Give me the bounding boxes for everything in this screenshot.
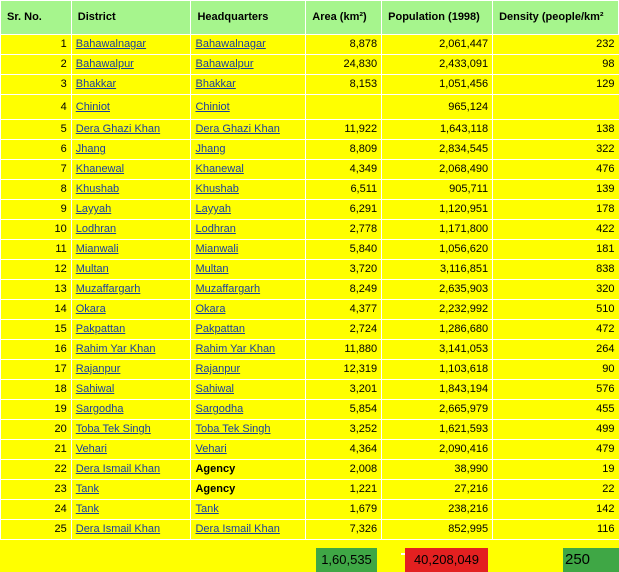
table-row bbox=[1, 200, 619, 220]
header-density[interactable]: Density (people/km² bbox=[493, 1, 619, 35]
density-cell: 499 bbox=[493, 420, 619, 440]
sr-no-cell: 22 bbox=[1, 460, 72, 480]
headquarters-link[interactable]: Rahim Yar Khan bbox=[191, 340, 306, 360]
density-cell: 138 bbox=[493, 120, 619, 140]
population-cell: 1,643,118 bbox=[382, 120, 493, 140]
header-sr-no[interactable]: Sr. No. bbox=[1, 1, 72, 35]
district-link[interactable]: Bhakkar bbox=[71, 75, 191, 95]
area-cell: 11,880 bbox=[306, 340, 382, 360]
sr-no-cell: 5 bbox=[1, 120, 72, 140]
headquarters-link[interactable]: Multan bbox=[191, 260, 306, 280]
headquarters-link[interactable]: Okara bbox=[191, 300, 306, 320]
district-link[interactable]: Layyah bbox=[71, 200, 191, 220]
density-cell: 178 bbox=[493, 200, 619, 220]
district-link[interactable]: Pakpattan bbox=[71, 320, 191, 340]
header-district[interactable]: District bbox=[71, 1, 191, 35]
sr-no-cell: 21 bbox=[1, 440, 72, 460]
sr-no-cell: 24 bbox=[1, 500, 72, 520]
density-cell: 510 bbox=[493, 300, 619, 320]
sr-no-cell: 20 bbox=[1, 420, 72, 440]
population-cell: 2,665,979 bbox=[382, 400, 493, 420]
population-cell: 2,433,091 bbox=[382, 55, 493, 75]
headquarters-link[interactable]: Dera Ghazi Khan bbox=[191, 120, 306, 140]
population-cell: 1,843,194 bbox=[382, 380, 493, 400]
area-cell: 8,878 bbox=[306, 35, 382, 55]
table-row bbox=[1, 300, 619, 320]
density-cell: 322 bbox=[493, 140, 619, 160]
district-link[interactable]: Jhang bbox=[71, 140, 191, 160]
sr-no-cell: 1 bbox=[1, 35, 72, 55]
district-link[interactable]: Toba Tek Singh bbox=[71, 420, 191, 440]
headquarters-link[interactable]: Muzaffargarh bbox=[191, 280, 306, 300]
area-cell: 2,724 bbox=[306, 320, 382, 340]
density-cell: 19 bbox=[493, 460, 619, 480]
table-row bbox=[1, 35, 619, 55]
district-link[interactable]: Bahawalpur bbox=[71, 55, 191, 75]
table-row bbox=[1, 380, 619, 400]
density-cell bbox=[493, 95, 619, 120]
population-cell: 2,232,992 bbox=[382, 300, 493, 320]
headquarters-link[interactable]: Sargodha bbox=[191, 400, 306, 420]
total-area-cell[interactable]: 1,60,535 bbox=[316, 548, 377, 572]
sr-no-cell: 8 bbox=[1, 180, 72, 200]
table-row bbox=[1, 500, 619, 520]
density-cell: 22 bbox=[493, 480, 619, 500]
density-cell: 129 bbox=[493, 75, 619, 95]
area-cell: 6,511 bbox=[306, 180, 382, 200]
table-row bbox=[1, 320, 619, 340]
headquarters-link[interactable]: Lodhran bbox=[191, 220, 306, 240]
table-row bbox=[1, 75, 619, 95]
sr-no-cell: 19 bbox=[1, 400, 72, 420]
area-cell: 1,221 bbox=[306, 480, 382, 500]
headquarters-link[interactable]: Khanewal bbox=[191, 160, 306, 180]
area-cell: 3,720 bbox=[306, 260, 382, 280]
headquarters-link[interactable]: Vehari bbox=[191, 440, 306, 460]
density-cell: 476 bbox=[493, 160, 619, 180]
sr-no-cell: 10 bbox=[1, 220, 72, 240]
population-cell: 38,990 bbox=[382, 460, 493, 480]
area-cell: 3,201 bbox=[306, 380, 382, 400]
area-cell: 4,364 bbox=[306, 440, 382, 460]
headquarters-cell: Agency bbox=[191, 460, 306, 480]
header-headquarters[interactable]: Headquarters bbox=[191, 1, 306, 35]
headquarters-link[interactable]: Bahawalpur bbox=[191, 55, 306, 75]
district-link[interactable]: Bahawalnagar bbox=[71, 35, 191, 55]
population-cell: 1,621,593 bbox=[382, 420, 493, 440]
sr-no-cell: 4 bbox=[1, 95, 72, 120]
table-row bbox=[1, 440, 619, 460]
sr-no-cell: 11 bbox=[1, 240, 72, 260]
district-link[interactable]: Khushab bbox=[71, 180, 191, 200]
population-cell: 1,171,800 bbox=[382, 220, 493, 240]
district-link[interactable]: Tank bbox=[71, 500, 191, 520]
density-cell: 479 bbox=[493, 440, 619, 460]
headquarters-link[interactable]: Pakpattan bbox=[191, 320, 306, 340]
sr-no-cell: 16 bbox=[1, 340, 72, 360]
district-link[interactable]: Rajanpur bbox=[71, 360, 191, 380]
area-cell: 3,252 bbox=[306, 420, 382, 440]
population-cell: 2,635,903 bbox=[382, 280, 493, 300]
population-cell: 905,711 bbox=[382, 180, 493, 200]
sr-no-cell: 3 bbox=[1, 75, 72, 95]
population-cell: 1,286,680 bbox=[382, 320, 493, 340]
population-cell: 27,216 bbox=[382, 480, 493, 500]
sr-no-cell: 17 bbox=[1, 360, 72, 380]
density-cell: 181 bbox=[493, 240, 619, 260]
headquarters-link[interactable]: Chiniot bbox=[191, 95, 306, 120]
population-cell: 1,056,620 bbox=[382, 240, 493, 260]
density-cell: 264 bbox=[493, 340, 619, 360]
density-cell: 116 bbox=[493, 520, 619, 540]
table-row bbox=[1, 180, 619, 200]
population-cell: 3,116,851 bbox=[382, 260, 493, 280]
area-cell: 1,679 bbox=[306, 500, 382, 520]
area-cell: 8,809 bbox=[306, 140, 382, 160]
table-row bbox=[1, 240, 619, 260]
table-row bbox=[1, 95, 619, 120]
headquarters-link[interactable]: Khushab bbox=[191, 180, 306, 200]
headquarters-link[interactable]: Rajanpur bbox=[191, 360, 306, 380]
sr-no-cell: 6 bbox=[1, 140, 72, 160]
headquarters-link[interactable]: Sahiwal bbox=[191, 380, 306, 400]
area-cell: 4,349 bbox=[306, 160, 382, 180]
area-cell: 8,249 bbox=[306, 280, 382, 300]
district-link[interactable]: Sahiwal bbox=[71, 380, 191, 400]
headquarters-link[interactable]: Bahawalnagar bbox=[191, 35, 306, 55]
table-row bbox=[1, 460, 619, 480]
density-cell: 139 bbox=[493, 180, 619, 200]
density-cell: 455 bbox=[493, 400, 619, 420]
area-cell: 5,854 bbox=[306, 400, 382, 420]
density-cell: 576 bbox=[493, 380, 619, 400]
headquarters-link[interactable]: Mianwali bbox=[191, 240, 306, 260]
district-link[interactable]: Dera Ismail Khan bbox=[71, 460, 191, 480]
headquarters-link[interactable]: Tank bbox=[191, 500, 306, 520]
area-cell: 7,326 bbox=[306, 520, 382, 540]
district-link[interactable]: Dera Ghazi Khan bbox=[71, 120, 191, 140]
area-cell: 2,008 bbox=[306, 460, 382, 480]
district-link[interactable]: Chiniot bbox=[71, 95, 191, 120]
sr-no-cell: 12 bbox=[1, 260, 72, 280]
density-cell: 472 bbox=[493, 320, 619, 340]
population-cell: 2,834,545 bbox=[382, 140, 493, 160]
population-cell: 238,216 bbox=[382, 500, 493, 520]
table-row bbox=[1, 140, 619, 160]
density-cell: 90 bbox=[493, 360, 619, 380]
population-cell: 2,068,490 bbox=[382, 160, 493, 180]
table-row bbox=[1, 160, 619, 180]
density-cell: 422 bbox=[493, 220, 619, 240]
population-cell: 3,141,053 bbox=[382, 340, 493, 360]
table-row bbox=[1, 280, 619, 300]
sr-no-cell: 13 bbox=[1, 280, 72, 300]
table-row bbox=[1, 420, 619, 440]
district-link[interactable]: Vehari bbox=[71, 440, 191, 460]
area-cell: 4,377 bbox=[306, 300, 382, 320]
headquarters-link[interactable]: Bhakkar bbox=[191, 75, 306, 95]
population-cell: 852,995 bbox=[382, 520, 493, 540]
header-row bbox=[1, 1, 619, 35]
header-area[interactable]: Area (km²) bbox=[306, 1, 382, 35]
area-cell: 5,840 bbox=[306, 240, 382, 260]
area-cell: 11,922 bbox=[306, 120, 382, 140]
district-link[interactable]: Muzaffargarh bbox=[71, 280, 191, 300]
table-row bbox=[1, 340, 619, 360]
header-population[interactable]: Population (1998) bbox=[382, 1, 493, 35]
headquarters-link[interactable]: Toba Tek Singh bbox=[191, 420, 306, 440]
sr-no-cell: 9 bbox=[1, 200, 72, 220]
population-cell: 965,124 bbox=[382, 95, 493, 120]
population-cell: 1,051,456 bbox=[382, 75, 493, 95]
area-cell: 24,830 bbox=[306, 55, 382, 75]
sr-no-cell: 14 bbox=[1, 300, 72, 320]
table-row bbox=[1, 400, 619, 420]
density-cell: 320 bbox=[493, 280, 619, 300]
district-link[interactable]: Mianwali bbox=[71, 240, 191, 260]
density-cell: 98 bbox=[493, 55, 619, 75]
total-density-cell[interactable]: 250 bbox=[563, 548, 619, 572]
sr-no-cell: 7 bbox=[1, 160, 72, 180]
district-link[interactable]: Tank bbox=[71, 480, 191, 500]
headquarters-link[interactable]: Jhang bbox=[191, 140, 306, 160]
area-cell: 6,291 bbox=[306, 200, 382, 220]
sr-no-cell: 25 bbox=[1, 520, 72, 540]
area-cell bbox=[306, 95, 382, 120]
district-link[interactable]: Multan bbox=[71, 260, 191, 280]
district-link[interactable]: Rahim Yar Khan bbox=[71, 340, 191, 360]
district-link[interactable]: Sargodha bbox=[71, 400, 191, 420]
population-cell: 2,061,447 bbox=[382, 35, 493, 55]
population-cell: 2,090,416 bbox=[382, 440, 493, 460]
district-link[interactable]: Khanewal bbox=[71, 160, 191, 180]
headquarters-link[interactable]: Dera Ismail Khan bbox=[191, 520, 306, 540]
table-row bbox=[1, 55, 619, 75]
sr-no-cell: 2 bbox=[1, 55, 72, 75]
population-cell: 1,120,951 bbox=[382, 200, 493, 220]
total-population-cell[interactable]: 40,208,049 bbox=[405, 548, 488, 572]
table-row bbox=[1, 480, 619, 500]
table-row bbox=[1, 360, 619, 380]
district-link[interactable]: Lodhran bbox=[71, 220, 191, 240]
sr-no-cell: 15 bbox=[1, 320, 72, 340]
district-link[interactable]: Dera Ismail Khan bbox=[71, 520, 191, 540]
district-link[interactable]: Okara bbox=[71, 300, 191, 320]
area-cell: 8,153 bbox=[306, 75, 382, 95]
headquarters-link[interactable]: Layyah bbox=[191, 200, 306, 220]
area-cell: 12,319 bbox=[306, 360, 382, 380]
density-cell: 838 bbox=[493, 260, 619, 280]
sr-no-cell: 18 bbox=[1, 380, 72, 400]
table-row bbox=[1, 220, 619, 240]
table-row bbox=[1, 260, 619, 280]
headquarters-cell: Agency bbox=[191, 480, 306, 500]
table-row bbox=[1, 520, 619, 540]
density-cell: 142 bbox=[493, 500, 619, 520]
density-cell: 232 bbox=[493, 35, 619, 55]
population-cell: 1,103,618 bbox=[382, 360, 493, 380]
table-row bbox=[1, 120, 619, 140]
sr-no-cell: 23 bbox=[1, 480, 72, 500]
area-cell: 2,778 bbox=[306, 220, 382, 240]
